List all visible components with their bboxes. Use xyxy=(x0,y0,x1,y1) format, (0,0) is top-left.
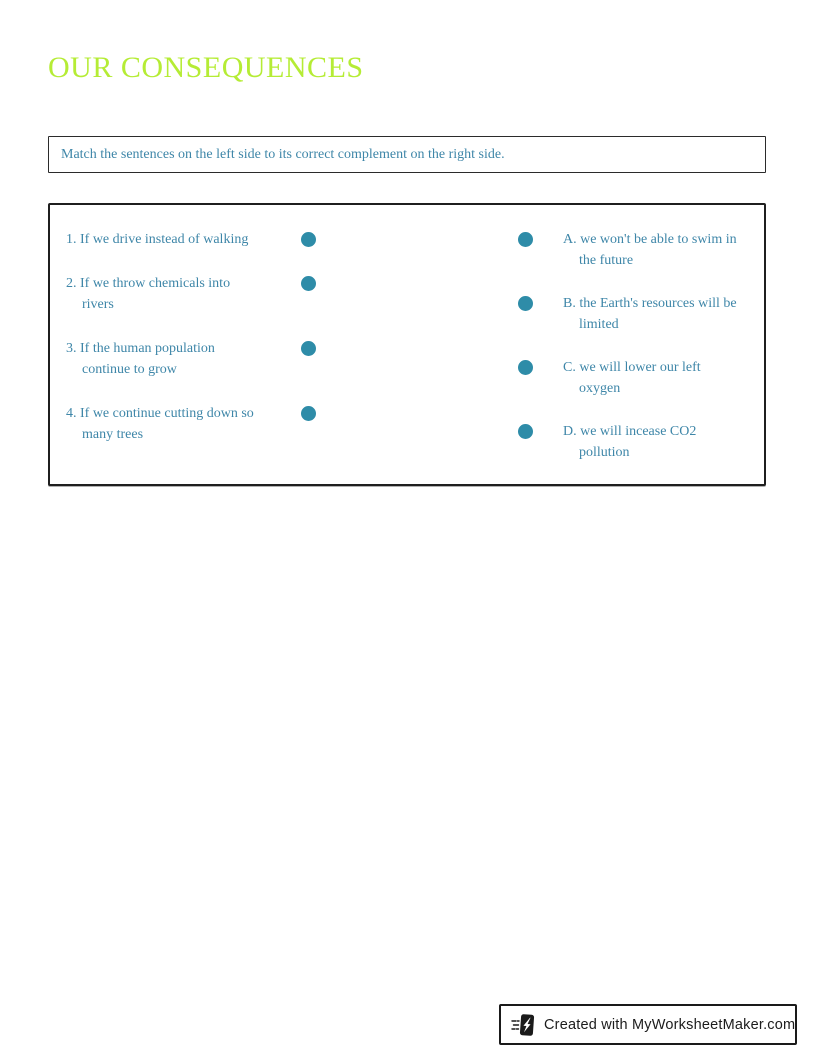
match-left-text-3 xyxy=(66,338,301,380)
instruction-box xyxy=(48,136,766,173)
match-text-line: C. we will lower our left xyxy=(563,360,701,375)
page-title: OUR CONSEQUENCES xyxy=(48,51,364,84)
match-dot-right-b[interactable] xyxy=(518,296,533,311)
match-left-item-1 xyxy=(66,229,316,250)
match-text-line: oxygen xyxy=(579,381,621,396)
match-right-item-c xyxy=(518,357,778,399)
match-right-text-a xyxy=(563,229,778,271)
match-text-line: rivers xyxy=(82,297,114,312)
match-right-text-d xyxy=(563,421,778,463)
match-dot-right-c[interactable] xyxy=(518,360,533,375)
match-text-line: continue to grow xyxy=(82,362,177,377)
match-text-line: 1. If we drive instead of walking xyxy=(66,232,249,247)
match-left-item-2 xyxy=(66,273,316,315)
match-right-item-b xyxy=(518,293,778,335)
match-right-item-d xyxy=(518,421,778,463)
instruction-text: Match the sentences on the left side to its correct complement on the right side. xyxy=(61,146,505,162)
match-dot-right-d[interactable] xyxy=(518,424,533,439)
match-text-line: 2. If we throw chemicals into xyxy=(66,276,231,291)
match-dot-left-2[interactable] xyxy=(301,276,316,291)
match-text-line: 4. If we continue cutting down so xyxy=(66,406,254,421)
match-dot-right-a[interactable] xyxy=(518,232,533,247)
match-right-text-c xyxy=(563,357,778,399)
match-right-text-b xyxy=(563,293,778,335)
match-text-line: limited xyxy=(579,317,619,332)
match-text-line: the future xyxy=(579,253,634,268)
match-left-text-1 xyxy=(66,229,301,250)
footer-badge-text: Created with MyWorksheetMaker.com xyxy=(544,1016,796,1033)
match-left-text-2 xyxy=(66,273,301,315)
matching-right-column xyxy=(518,229,778,463)
worksheet-maker-logo-icon xyxy=(511,1012,537,1038)
match-dot-left-3[interactable] xyxy=(301,341,316,356)
match-right-item-a xyxy=(518,229,778,271)
match-dot-left-1[interactable] xyxy=(301,232,316,247)
match-left-item-3 xyxy=(66,338,316,380)
matching-left-column xyxy=(66,229,316,445)
match-left-text-4 xyxy=(66,403,301,445)
match-text-line: A. we won't be able to swim in xyxy=(563,232,737,247)
match-text-line: B. the Earth's resources will be xyxy=(563,296,737,311)
match-left-item-4 xyxy=(66,403,316,445)
worksheet-maker-badge[interactable] xyxy=(499,1004,797,1045)
match-text-line: many trees xyxy=(82,427,144,442)
match-text-line: 3. If the human population xyxy=(66,341,215,356)
matching-exercise-box xyxy=(48,203,766,486)
match-text-line: pollution xyxy=(579,445,630,460)
match-dot-left-4[interactable] xyxy=(301,406,316,421)
match-text-line: D. we will incease CO2 xyxy=(563,424,697,439)
